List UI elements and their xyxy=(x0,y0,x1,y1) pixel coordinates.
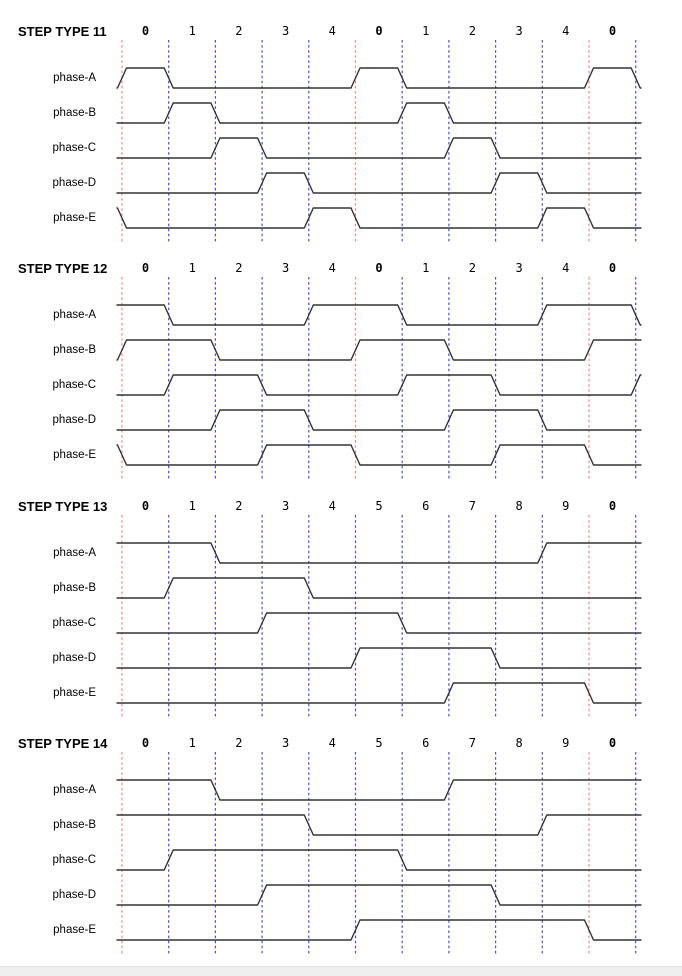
phase-label: phase-B xyxy=(53,344,96,356)
step-number: 8 xyxy=(515,499,523,513)
waveform-phase-D xyxy=(117,648,641,668)
waveform-phase-D xyxy=(117,885,641,905)
section-title: STEP TYPE 12 xyxy=(18,261,108,276)
step-number: 0 xyxy=(141,24,150,38)
phase-label: phase-D xyxy=(52,177,96,189)
phase-label: phase-E xyxy=(53,687,96,699)
step-number: 2 xyxy=(468,24,476,38)
phase-label: phase-E xyxy=(53,212,96,224)
step-number: 2 xyxy=(235,24,243,38)
waveform-phase-B xyxy=(117,815,641,835)
phase-label: phase-A xyxy=(53,547,96,559)
step-number: 9 xyxy=(562,499,570,513)
step-number: 0 xyxy=(375,24,383,38)
waveform-phase-E xyxy=(117,920,641,940)
step-number: 0 xyxy=(141,499,150,513)
step-number: 3 xyxy=(281,24,290,38)
step-number: 8 xyxy=(515,736,523,750)
step-number: 1 xyxy=(188,24,196,38)
step-number: 5 xyxy=(375,499,383,513)
step-number: 2 xyxy=(468,261,476,275)
phase-label: phase-C xyxy=(52,142,96,154)
waveform-phase-B xyxy=(117,103,641,123)
phase-label: phase-D xyxy=(52,652,96,664)
step-number: 0 xyxy=(141,261,150,275)
section-title: STEP TYPE 13 xyxy=(18,499,108,514)
step-number: 0 xyxy=(608,261,617,275)
step-number: 1 xyxy=(422,24,430,38)
waveform-phase-E xyxy=(117,445,641,465)
phase-label: phase-C xyxy=(52,617,96,629)
step-number: 4 xyxy=(562,261,570,275)
phase-label: phase-B xyxy=(53,107,96,119)
section-title: STEP TYPE 14 xyxy=(18,736,108,751)
step-number: 1 xyxy=(188,499,196,513)
step-number: 0 xyxy=(608,24,617,38)
step-number: 3 xyxy=(515,261,523,275)
waveform-phase-A xyxy=(117,780,641,800)
waveform-phase-A xyxy=(117,68,641,88)
step-number: 2 xyxy=(235,261,243,275)
waveform-phase-A xyxy=(117,305,641,325)
step-number: 1 xyxy=(188,736,196,750)
phase-label: phase-B xyxy=(53,582,96,594)
step-number: 3 xyxy=(281,261,290,275)
step-number: 4 xyxy=(328,261,336,275)
step-number: 0 xyxy=(375,261,383,275)
waveform-phase-D xyxy=(117,173,641,193)
phase-label: phase-D xyxy=(52,414,96,426)
waveform-phase-C xyxy=(117,375,641,395)
phase-label: phase-E xyxy=(53,449,96,461)
step-number: 3 xyxy=(281,736,290,750)
waveform-phase-E xyxy=(117,683,641,703)
step-number: 0 xyxy=(608,499,617,513)
step-number: 7 xyxy=(468,499,476,513)
waveform-phase-E xyxy=(117,208,641,228)
step-number: 1 xyxy=(422,261,430,275)
step-number: 5 xyxy=(375,736,383,750)
step-number: 6 xyxy=(422,736,430,750)
step-number: 9 xyxy=(562,736,570,750)
phase-label: phase-A xyxy=(53,72,96,84)
step-number: 4 xyxy=(328,24,336,38)
phase-label: phase-E xyxy=(53,924,96,936)
step-number: 1 xyxy=(188,261,196,275)
phase-label: phase-D xyxy=(52,889,96,901)
step-number: 4 xyxy=(328,736,336,750)
phase-label: phase-A xyxy=(53,784,96,796)
waveform-phase-D xyxy=(117,410,641,430)
phase-label: phase-B xyxy=(53,819,96,831)
phase-label: phase-C xyxy=(52,854,96,866)
waveform-phase-C xyxy=(117,613,641,633)
step-number: 0 xyxy=(608,736,617,750)
waveform-phase-A xyxy=(117,543,641,563)
step-number: 7 xyxy=(468,736,476,750)
step-number: 3 xyxy=(515,24,523,38)
waveform-phase-C xyxy=(117,850,641,870)
step-number: 0 xyxy=(141,736,150,750)
waveform-phase-B xyxy=(117,340,641,360)
step-number: 4 xyxy=(328,499,336,513)
step-number: 2 xyxy=(235,499,243,513)
step-number: 3 xyxy=(281,499,290,513)
step-number: 6 xyxy=(422,499,430,513)
waveform-phase-C xyxy=(117,138,641,158)
section-title: STEP TYPE 11 xyxy=(18,24,107,39)
waveform-phase-B xyxy=(117,578,641,598)
step-number: 4 xyxy=(562,24,570,38)
phase-label: phase-C xyxy=(52,379,96,391)
step-number: 2 xyxy=(235,736,243,750)
phase-label: phase-A xyxy=(53,309,96,321)
